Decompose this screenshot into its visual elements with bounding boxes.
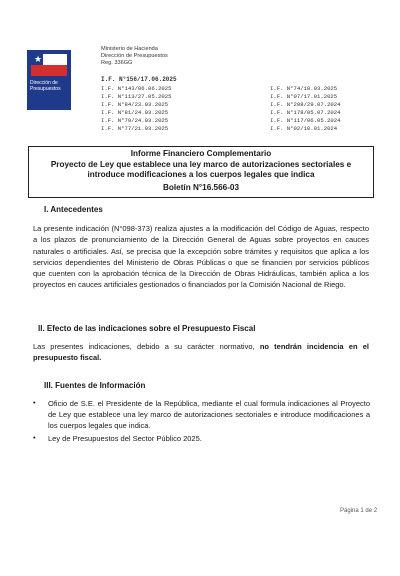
section-2-text: Las presentes indicaciones, debido a su carácter normativo, <box>33 342 260 351</box>
bulletin-number: Boletín N°16.566-03 <box>162 183 240 192</box>
ref-current: I.F. N°156/17.06.2025 <box>101 76 177 83</box>
source-item-2: Ley de Presupuestos del Sector Público 2025. <box>48 434 202 443</box>
ref-right-5: I.F. N°117/06.05.2024 <box>270 117 341 124</box>
org-line-3: Reg. 336GG <box>101 60 133 66</box>
ref-left-3: I.F. N°84/23.03.2025 <box>101 101 169 108</box>
bullet-2: • <box>33 433 36 442</box>
ref-left-1: I.F. N°143/06.06.2025 <box>101 85 172 92</box>
section-1-heading: I. Antecedentes <box>44 205 103 214</box>
ref-left-4: I.F. N°81/24.03.2025 <box>101 109 169 116</box>
ref-right-6: I.F. N°02/10.01.2024 <box>270 125 338 132</box>
ref-left-2: I.F. N°113/27.05.2025 <box>101 93 172 100</box>
bill-title: Proyecto de Ley que establece una ley marco de autorizaciones sectoriales e introduce modificaciones a los cuerpos legales que indica <box>50 160 352 179</box>
page-number: Página 1 de 2 <box>340 508 378 514</box>
dipres-logo <box>27 50 71 110</box>
logo-text: Dirección de Presupuestos <box>30 80 61 92</box>
chile-flag-icon: ★ <box>31 54 67 76</box>
report-type: Informe Financiero Complementario <box>130 149 272 158</box>
ref-right-2: I.F. N°07/17.01.2025 <box>270 93 338 100</box>
section-2-body <box>33 341 369 364</box>
ref-left-5: I.F. N°79/24.03.2025 <box>101 117 169 124</box>
ref-right-4: I.F. N°178/05.07.2024 <box>270 109 341 116</box>
bullet-1: • <box>33 398 36 407</box>
org-line-1: Ministerio de Hacienda <box>101 46 158 52</box>
section-2-conclusion: no tendrán incidencia en el presupuesto fiscal. <box>33 342 370 363</box>
section-2-heading: II. Efecto de las indicaciones sobre el Presupuesto Fiscal <box>38 324 256 333</box>
ref-right-3: I.F. N°208/29.07.2024 <box>270 101 341 108</box>
ref-left-6: I.F. N°77/21.03.2025 <box>101 125 169 132</box>
section-3-heading: III. Fuentes de Información <box>44 381 146 390</box>
title-box <box>28 146 374 198</box>
source-item-1: Oficio de S.E. el Presidente de la República, mediante el cual formula indicaciones al Proyecto de Ley que establece una ley marco de autorizaciones sectoriales e introduce modificaciones a los cuerpos legales que indica. <box>48 399 370 430</box>
section-1-body: La presente indicación (N°098-373) realiza ajustes a la modificación del Código de Aguas, respecto a los plazos de pronunciamiento de la Dirección General de Aguas sobre proyectos en cauces naturales o artificiales. Así, se precisa que la excepción sobre trámites y requisitos que aplica a los servicios dependientes del Ministerio de Obras Públicas o que se financien por servicios públicos que cuenten con la aprobación técnica de la Dirección de Obras Hidráulicas, también aplica a los proyectos en cauces artificiales gestionados o financiados por la Comisión Nacional de Riego. <box>33 224 369 290</box>
org-line-2: Dirección de Presupuestos <box>101 53 168 59</box>
ref-right-1: I.F. N°74/18.03.2025 <box>270 85 338 92</box>
